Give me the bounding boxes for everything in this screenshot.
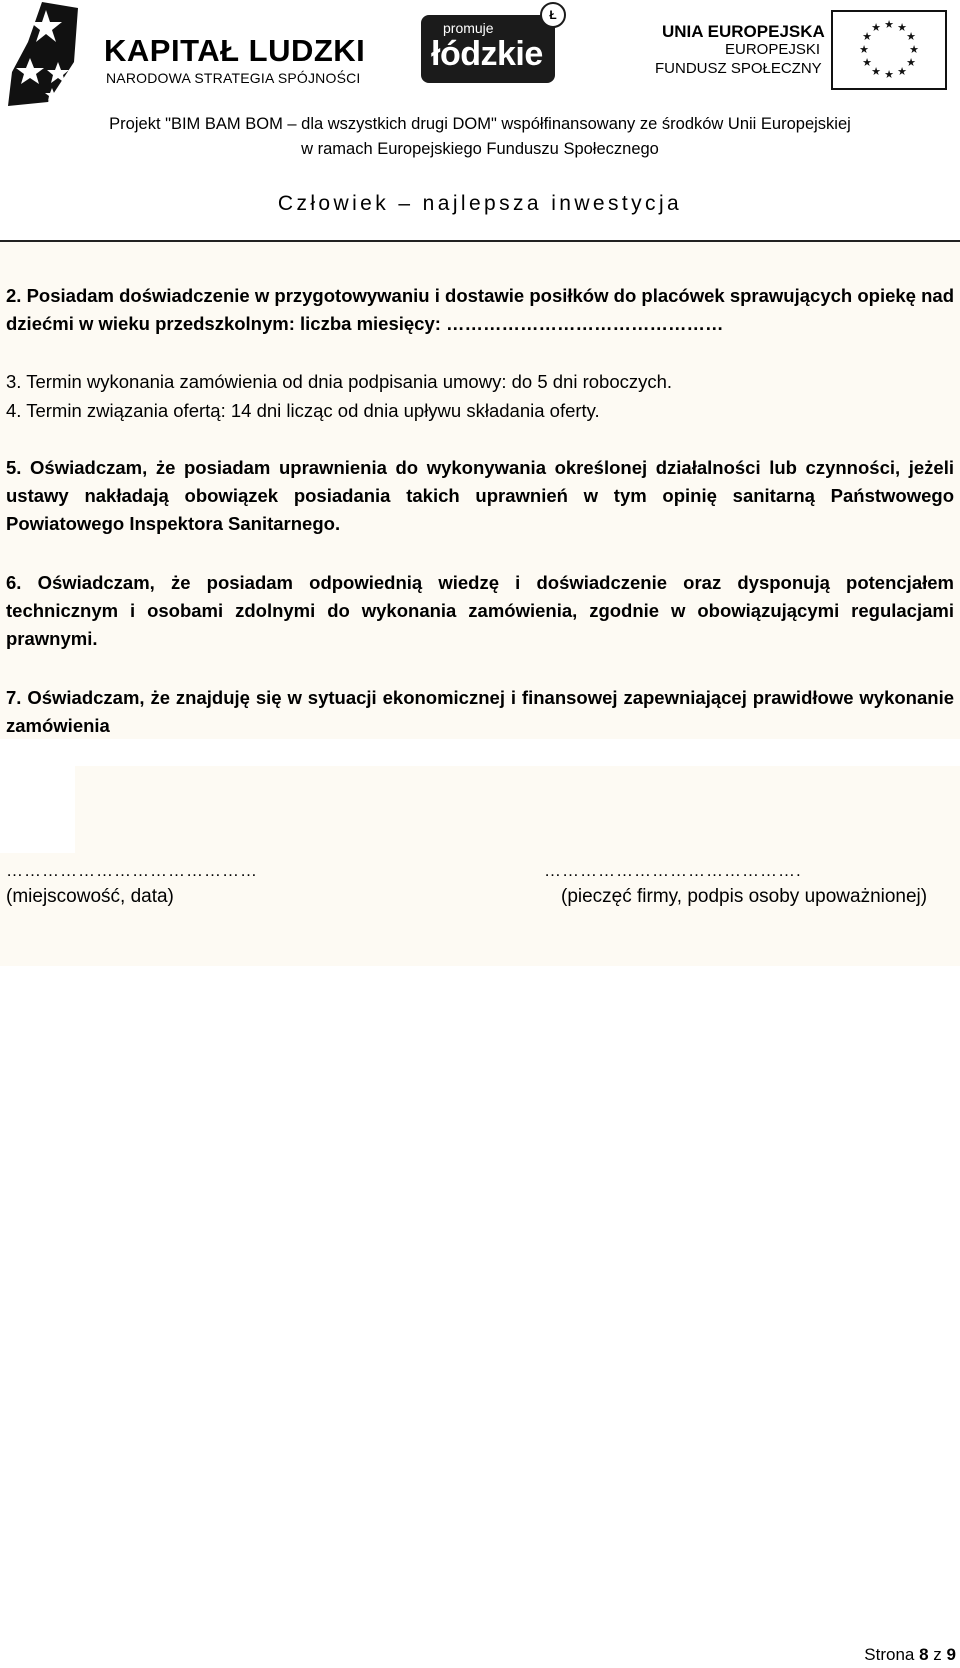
eu-flag-icon <box>831 10 947 90</box>
svg-text:★: ★ <box>859 43 869 56</box>
ue-fund-line2: FUNDUSZ SPOŁECZNY <box>655 60 822 77</box>
svg-text:★: ★ <box>884 18 894 31</box>
promuje-label: promuje <box>443 20 494 36</box>
svg-text:★: ★ <box>871 65 881 78</box>
lodzkie-circle-mark: Ł <box>540 2 566 28</box>
item-5-licences: 5. Oświadczam, że posiadam uprawnienia do wykonywania określonej działalności lub czynności, jeżeli ustawy nakładają obowiązek posiadania takich uprawnień w tym opinię sanitarną Państwowego Powiatowego Inspektora Sanitarnego. <box>6 457 954 534</box>
item-6-knowledge: 6. Oświadczam, że posiadam odpowiednią wiedzę i doświadczenie oraz dysponują potencjałem technicznym i osobami zdolnymi do wykonania zamówienia, zgodnie w obowiązującymi regulacjami prawnymi. <box>6 572 954 649</box>
page-prefix: Strona <box>864 1645 920 1664</box>
item-4-validity: 4. Termin związania ofertą: 14 dni licząc od dnia upływu składania oferty. <box>6 400 600 421</box>
kapital-ludzki-logo-mark <box>8 2 78 106</box>
svg-text:★: ★ <box>897 65 907 78</box>
project-line-1: Projekt "BIM BAM BOM – dla wszystkich drugi DOM" współfinansowany ze środków Unii Europejskiej <box>109 115 851 133</box>
item-2-experience: 2. Posiadam doświadczenie w przygotowywaniu i dostawie posiłków do placówek sprawujących opiekę nad dziećmi w wieku przedszkolnym: liczba miesięcy: ……………………………………… <box>6 285 954 334</box>
page-separator: z <box>928 1645 947 1664</box>
svg-text:★: ★ <box>906 56 916 69</box>
kapital-ludzki-title: KAPITAŁ LUDZKI <box>104 33 366 68</box>
item-7-financial: 7. Oświadczam, że znajduję się w sytuacji ekonomicznej i finansowej zapewniającej prawidłowe wykonanie zamówienia <box>6 687 954 736</box>
item-3-deadline: 3. Termin wykonania zamówienia od dnia podpisania umowy: do 5 dni roboczych. <box>6 371 673 392</box>
signature-line: ……………………………………. <box>544 861 802 880</box>
svg-text:★: ★ <box>862 30 872 43</box>
page-current: 8 <box>919 1645 929 1664</box>
page-total: 9 <box>946 1645 956 1664</box>
ue-fund-line1: EUROPEJSKI <box>725 41 821 58</box>
place-date-line: …………………………………… <box>6 861 258 880</box>
slogan: Człowiek – najlepsza inwestycja <box>277 192 683 215</box>
svg-text:★: ★ <box>871 21 881 34</box>
project-line-2: w ramach Europejskiego Funduszu Społecznego <box>301 140 659 158</box>
svg-text:★: ★ <box>909 43 919 56</box>
ue-title: UNIA EUROPEJSKA <box>662 22 825 41</box>
svg-text:★: ★ <box>906 30 916 43</box>
place-date-label: (miejscowość, data) <box>6 886 174 907</box>
page-number <box>864 1645 956 1665</box>
signature-label: (pieczęć firmy, podpis osoby upoważnionej) <box>561 886 928 907</box>
promuje-lodzkie-logo <box>421 15 555 83</box>
svg-text:★: ★ <box>884 68 894 81</box>
svg-text:★: ★ <box>862 56 872 69</box>
svg-text:★: ★ <box>897 21 907 34</box>
lodzkie-label: łódzkie <box>431 35 543 73</box>
kapital-ludzki-subtitle: NARODOWA STRATEGIA SPÓJNOŚCI <box>106 70 361 86</box>
